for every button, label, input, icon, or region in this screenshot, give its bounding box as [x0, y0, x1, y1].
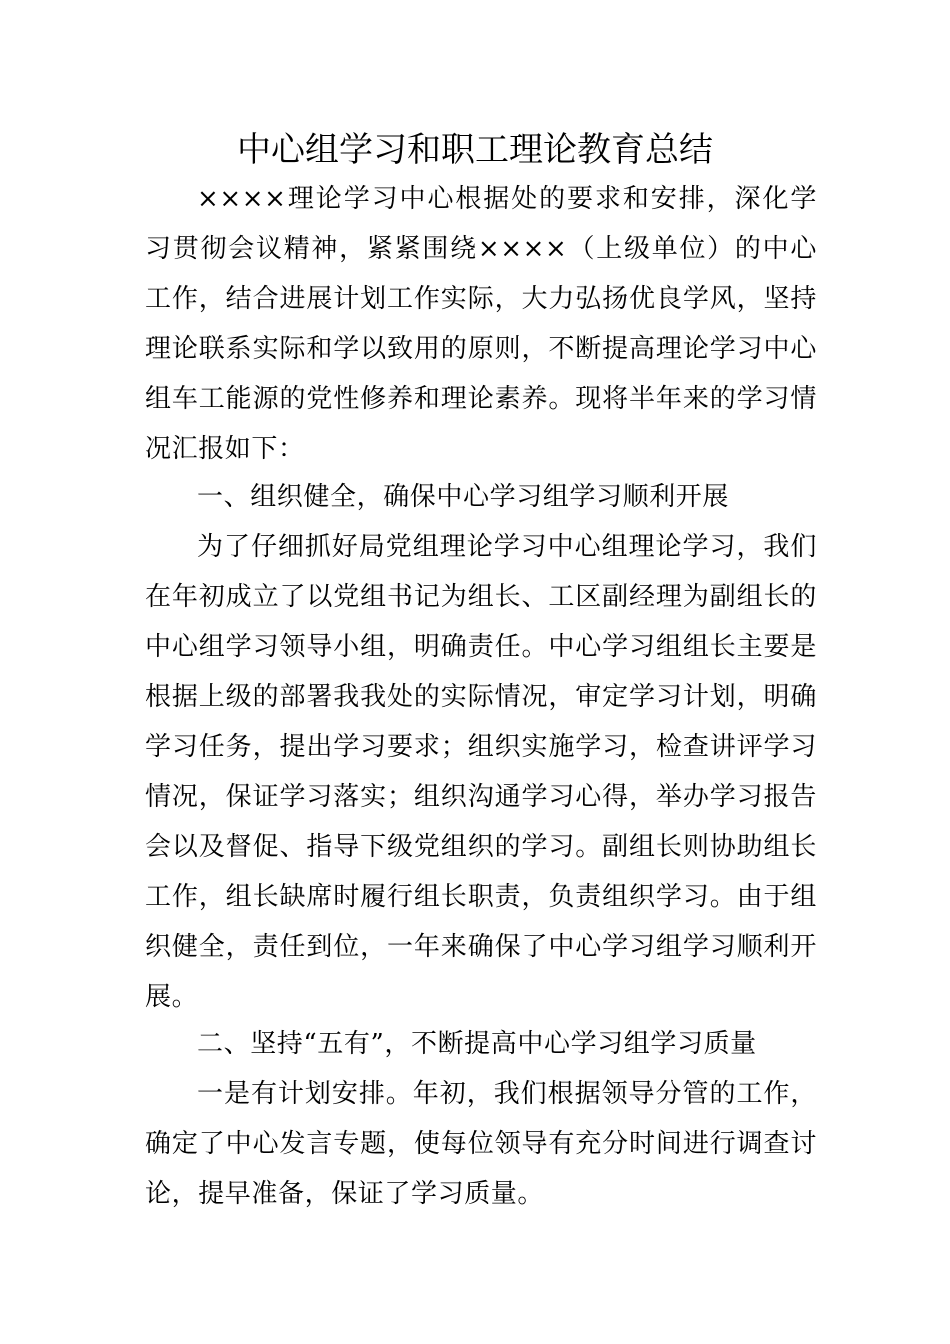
section-2-body-block	[145, 1069, 817, 1219]
section-body: 一是有计划安排。年初，我们根据领导分管的工作，确定了中心发言专题，使每位领导有充分时间进行调查讨论，提早准备，保证了学习质量。	[145, 1079, 817, 1209]
section-heading: 一、组织健全，确保中心学习组学习顺利开展	[197, 482, 730, 512]
section-1-heading-block	[145, 472, 817, 522]
section-2-heading-block	[145, 1019, 817, 1069]
section-1-body-block	[145, 522, 817, 1022]
section-body: 为了仔细抓好局党组理论学习中心组理论学习，我们在年初成立了以党组书记为组长、工区副经理为副组长的中心组学习领导小组，明确责任。中心学习组组长主要是根据上级的部署我我处的实际情况，审定学习计划，明确学习任务，提出学习要求；组织实施学习，检查讲评学习情况，保证学习落实；组织沟通学习心得，举办学习报告会以及督促、指导下级党组织的学习。副组长则协助组长工作，组长缺席时履行组长职责，负责组织学习。由于组织健全，责任到位，一年来确保了中心学习组学习顺利开展。	[145, 532, 817, 1012]
document-title: 中心组学习和职工理论教育总结	[237, 130, 713, 170]
intro-block	[145, 174, 817, 474]
intro-paragraph: ××××理论学习中心根据处的要求和安排，深化学习贯彻会议精神，紧紧围绕××××（上级单位）的中心工作，结合进展计划工作实际，大力弘扬优良学风，坚持理论联系实际和学以致用的原则，不断提高理论学习中心组车工能源的党性修养和理论素养。现将半年来的学习情况汇报如下：	[145, 184, 817, 464]
section-heading: 二、坚持“五有”，不断提高中心学习组学习质量	[197, 1029, 757, 1059]
